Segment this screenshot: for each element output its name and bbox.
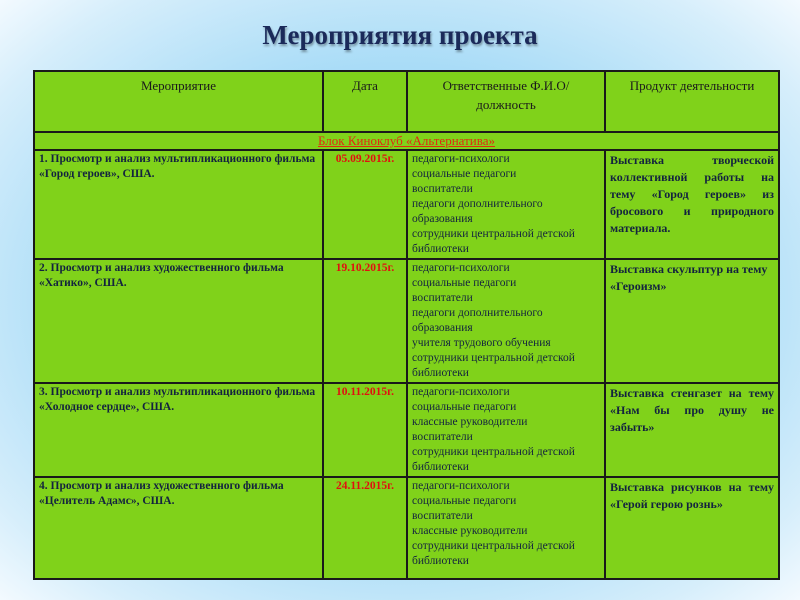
responsible-item: педагоги дополнительного образования [412,198,543,225]
table-row [34,259,779,383]
responsible-item: педагоги-психологи [412,386,510,398]
table-row [34,150,779,259]
responsible-item: воспитатели [412,292,473,304]
page-title: Мероприятия проекта [262,20,538,50]
responsible-item: воспитатели [412,183,473,195]
date-cell: 10.11.2015г. [323,383,407,477]
responsible-item: классные руководители [412,416,528,428]
responsible-item: сотрудники центральной детской библиотеки [412,228,575,255]
event-cell: 1. Просмотр и анализ мультипликационного фильма «Город героев», США. [34,150,323,259]
block-row [34,132,779,150]
header-product: Продукт деятельности [605,71,779,132]
header-event: Мероприятие [34,71,323,132]
responsible-item: классные руководители [412,525,528,537]
responsible-item: сотрудники центральной детской библиотеки [412,352,575,379]
responsible-cell [407,383,605,477]
responsible-item: воспитатели [412,431,473,443]
responsible-item: педагоги-психологи [412,262,510,274]
responsible-item: социальные педагоги [412,401,517,413]
events-table [33,70,780,580]
product-cell: Выставка стенгазет на тему «Нам бы про душу не забыть» [605,383,779,477]
responsible-cell [407,259,605,383]
responsible-item: педагоги-психологи [412,153,510,165]
header-date: Дата [323,71,407,132]
product-cell: Выставка рисунков на тему «Герой герою рознь» [605,477,779,579]
responsible-item: социальные педагоги [412,495,517,507]
event-cell: 3. Просмотр и анализ мультипликационного фильма «Холодное сердце», США. [34,383,323,477]
responsible-cell [407,150,605,259]
header-responsible: Ответственные Ф.И.О/должность [407,71,605,132]
date-cell: 05.09.2015г. [323,150,407,259]
responsible-item: педагоги дополнительного образования [412,307,543,334]
product-cell: Выставка скульптур на тему «Героизм» [605,259,779,383]
header-row [34,71,779,132]
event-cell: 4. Просмотр и анализ художественного фильма «Целитель Адамс», США. [34,477,323,579]
responsible-item: социальные педагоги [412,168,517,180]
block-title: Блок Киноклуб «Альтернатива» [34,132,779,150]
date-cell: 24.11.2015г. [323,477,407,579]
table-row [34,383,779,477]
responsible-item: педагоги-психологи [412,480,510,492]
product-cell: Выставка творческой коллективной работы на тему «Город героев» из бросового и природного материала. [605,150,779,259]
responsible-item: социальные педагоги [412,277,517,289]
responsible-item: учителя трудового обучения [412,337,551,349]
table-row [34,477,779,579]
responsible-item: сотрудники центральной детской библиотеки [412,540,575,567]
responsible-item: воспитатели [412,510,473,522]
responsible-cell [407,477,605,579]
event-cell: 2. Просмотр и анализ художественного фильма «Хатико», США. [34,259,323,383]
responsible-item: сотрудники центральной детской библиотеки [412,446,575,473]
date-cell: 19.10.2015г. [323,259,407,383]
